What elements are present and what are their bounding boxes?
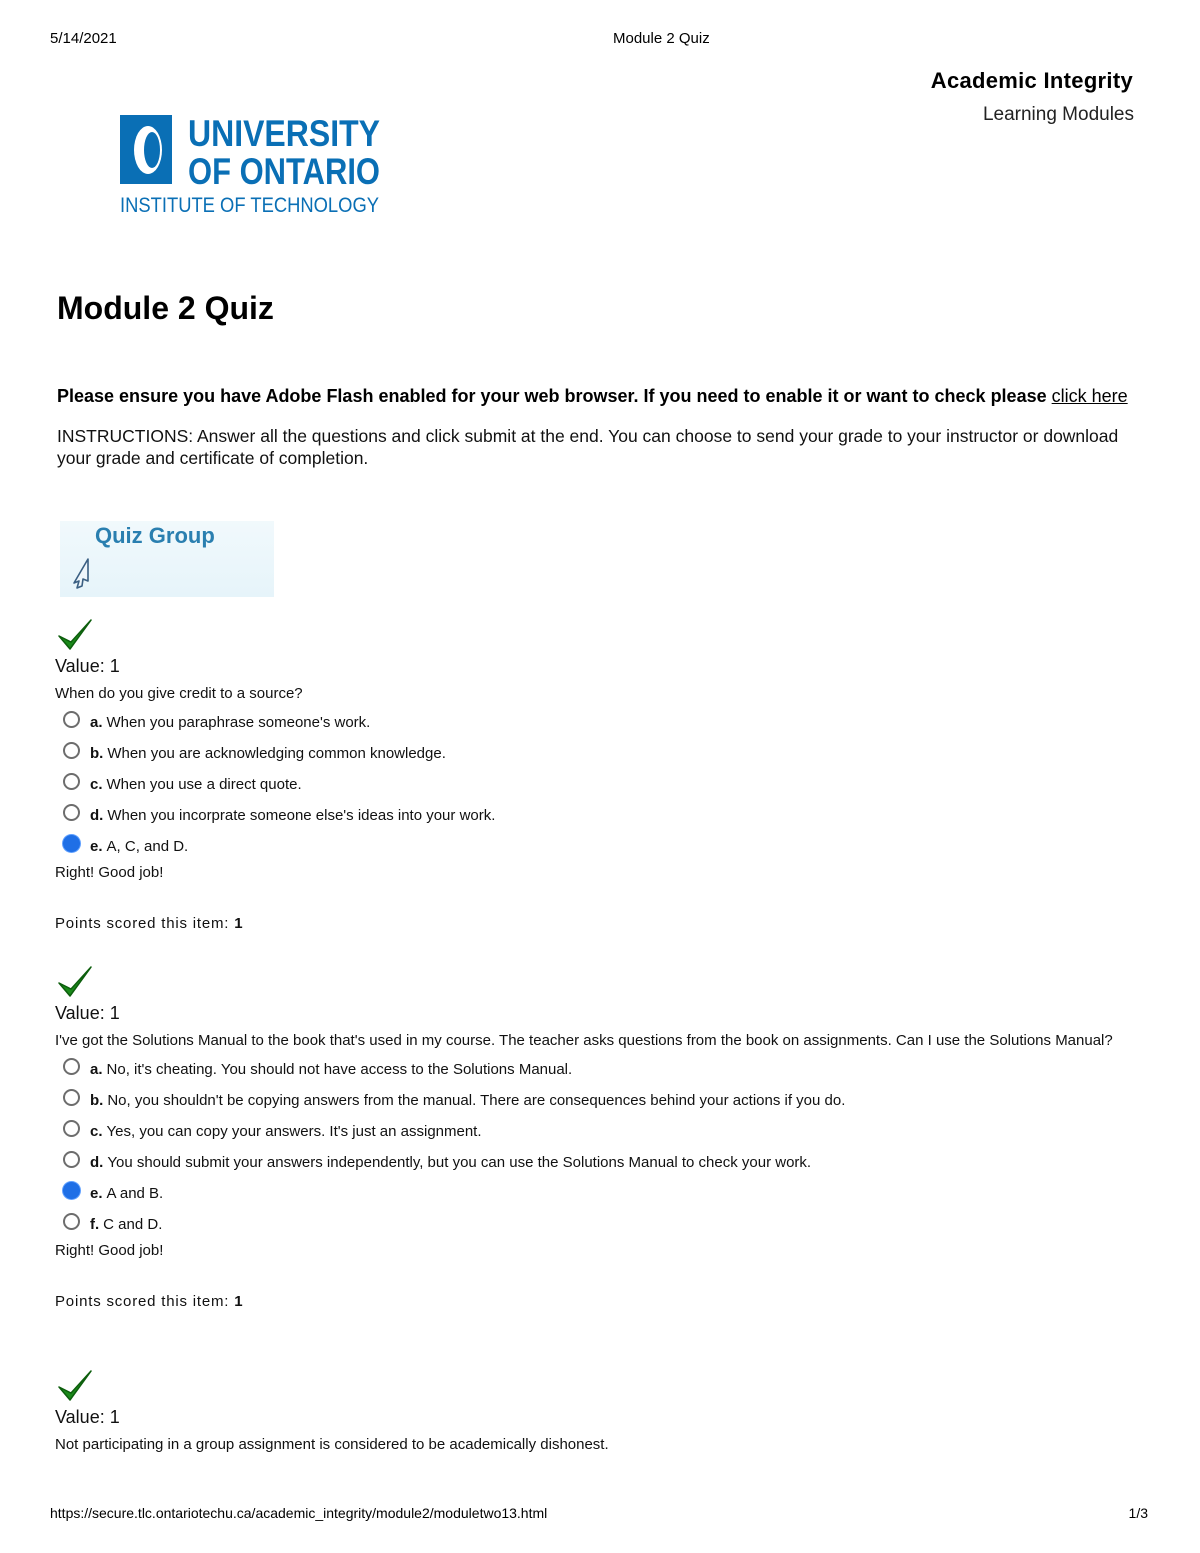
radio-button[interactable] <box>63 773 80 790</box>
site-title: Academic Integrity <box>930 68 1133 93</box>
radio-button[interactable] <box>63 742 80 759</box>
university-logo-mark <box>118 112 388 222</box>
points-label: Points scored this item: <box>55 1293 230 1310</box>
quiz-group-label: Quiz Group <box>95 523 215 548</box>
answer-feedback: Right! Good job! <box>55 1242 164 1259</box>
answer-option-e[interactable] <box>55 1178 1145 1209</box>
option-text: No, you shouldn't be copying answers from the manual. There are consequences behind your actions if you do. <box>107 1092 846 1109</box>
option-letter: e. <box>90 1185 103 1202</box>
answer-option-d[interactable] <box>55 1147 1145 1178</box>
question-text: Not participating in a group assignment is considered to be academically dishonest. <box>55 1436 609 1453</box>
logo-line1: UNIVERSITY <box>188 113 381 154</box>
instructions: INSTRUCTIONS: Answer all the questions and click submit at the end. You can choose to send your grade to your instructor or download your grade and certificate of completion. <box>57 426 1119 468</box>
question-1 <box>55 618 1145 932</box>
radio-button[interactable] <box>63 711 80 728</box>
answer-option-a[interactable] <box>55 707 1145 738</box>
points-label: Points scored this item: <box>55 915 230 932</box>
option-text: When you incorprate someone else's ideas into your work. <box>107 807 496 824</box>
option-text: When you use a direct quote. <box>106 776 302 793</box>
answer-option-e[interactable] <box>55 831 1145 862</box>
site-subtitle: Learning Modules <box>982 104 1134 125</box>
question-value: Value: 1 <box>55 1407 120 1427</box>
option-letter: d. <box>90 807 104 824</box>
points-scored <box>55 915 1145 932</box>
option-letter: d. <box>90 1154 104 1171</box>
option-letter: f. <box>90 1216 100 1233</box>
option-text: C and D. <box>103 1216 163 1233</box>
option-letter: a. <box>90 1061 103 1078</box>
radio-button[interactable] <box>63 1213 80 1230</box>
answer-option-f[interactable] <box>55 1209 1145 1240</box>
option-text: You should submit your answers independently, but you can use the Solutions Manual to check your work. <box>107 1154 812 1171</box>
answer-option-c[interactable] <box>55 1116 1145 1147</box>
correct-check-icon <box>57 965 93 999</box>
answer-option-b[interactable] <box>55 738 1145 769</box>
option-letter: e. <box>90 838 103 855</box>
question-text: I've got the Solutions Manual to the book that's used in my course. The teacher asks questions from the book on assignments. Can I use the Solutions Manual? <box>55 1032 1113 1049</box>
print-date: 5/14/2021 <box>50 30 117 47</box>
option-text: A, C, and D. <box>106 838 189 855</box>
option-letter: c. <box>90 1123 103 1140</box>
option-letter: a. <box>90 714 103 731</box>
print-title: Module 2 Quiz <box>613 30 710 47</box>
answer-options <box>55 1054 1145 1240</box>
print-url: https://secure.tlc.ontariotechu.ca/academic_integrity/module2/moduletwo13.html <box>50 1505 548 1521</box>
page-title: Module 2 Quiz <box>57 290 274 326</box>
question-2 <box>55 965 1145 1310</box>
correct-check-icon <box>57 1369 93 1403</box>
quiz-group-button[interactable] <box>60 521 274 597</box>
answer-option-a[interactable] <box>55 1054 1145 1085</box>
question-value: Value: 1 <box>55 1003 120 1023</box>
answer-feedback: Right! Good job! <box>55 864 164 881</box>
option-text: A and B. <box>106 1185 164 1202</box>
radio-button[interactable] <box>63 1058 80 1075</box>
logo-line2: OF ONTARIO <box>188 151 380 192</box>
option-letter: c. <box>90 776 103 793</box>
radio-button-selected[interactable] <box>63 1182 80 1199</box>
answer-options <box>55 707 1145 862</box>
cursor-icon <box>68 557 94 589</box>
flash-notice-text: Please ensure you have Adobe Flash enabled for your web browser. If you need to enable it or want to check please <box>57 386 1047 406</box>
question-text: When do you give credit to a source? <box>55 685 303 702</box>
option-text: When you paraphrase someone's work. <box>106 714 371 731</box>
print-page-number: 1/3 <box>1128 1505 1148 1521</box>
radio-button[interactable] <box>63 804 80 821</box>
option-text: When you are acknowledging common knowledge. <box>107 745 446 762</box>
option-letter: b. <box>90 1092 104 1109</box>
university-logo <box>118 112 388 222</box>
flash-notice <box>57 386 1147 407</box>
question-3 <box>55 1369 1145 1458</box>
points-scored <box>55 1293 1145 1310</box>
question-value: Value: 1 <box>55 656 120 676</box>
radio-button[interactable] <box>63 1151 80 1168</box>
option-text: Yes, you can copy your answers. It's just an assignment. <box>106 1123 482 1140</box>
correct-check-icon <box>57 618 93 652</box>
logo-line3: INSTITUTE OF TECHNOLOGY <box>120 194 379 217</box>
points-value: 1 <box>234 1293 244 1310</box>
option-letter: b. <box>90 745 104 762</box>
answer-option-d[interactable] <box>55 800 1145 831</box>
radio-button[interactable] <box>63 1120 80 1137</box>
click-here-link[interactable]: click here <box>1051 386 1128 406</box>
answer-option-c[interactable] <box>55 769 1145 800</box>
radio-button[interactable] <box>63 1089 80 1106</box>
option-text: No, it's cheating. You should not have access to the Solutions Manual. <box>106 1061 573 1078</box>
answer-option-b[interactable] <box>55 1085 1145 1116</box>
points-value: 1 <box>234 915 244 932</box>
radio-button-selected[interactable] <box>63 835 80 852</box>
